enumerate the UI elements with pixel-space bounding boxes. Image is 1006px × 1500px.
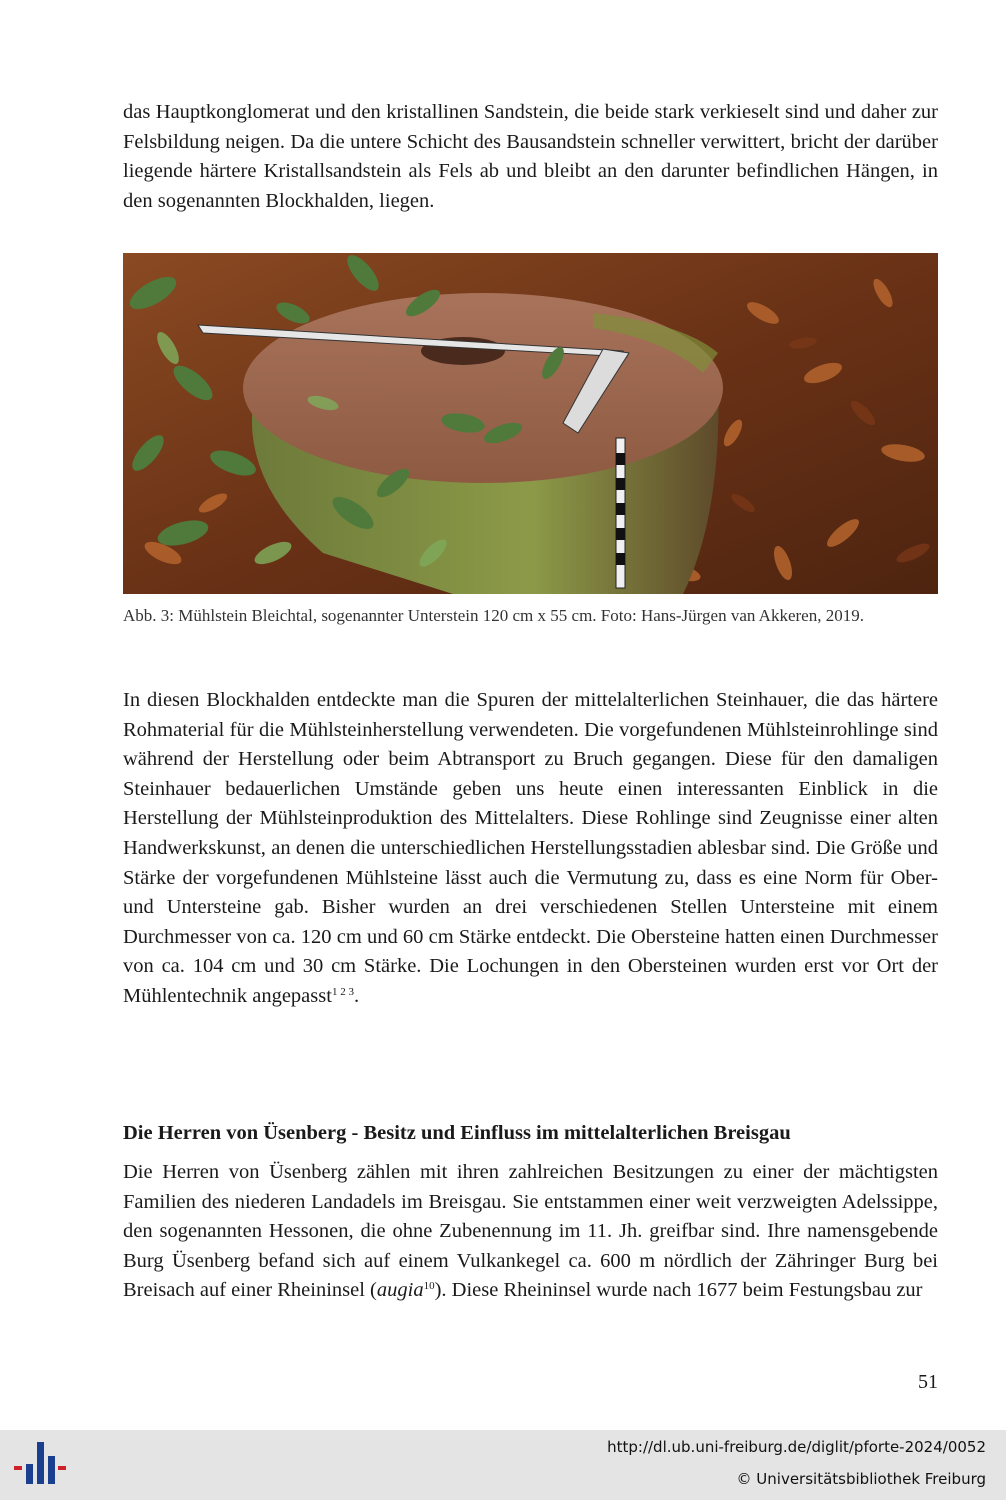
copyright-notice: © Universitätsbibliothek Freiburg — [736, 1470, 986, 1488]
footer-bar — [0, 1430, 1006, 1500]
paragraph-uesenberg — [123, 1158, 938, 1306]
footnote-refs: 1 2 3 — [331, 985, 354, 998]
footnote-ref: 10 — [423, 1280, 435, 1293]
section-heading: Die Herren von Üsenberg - Besitz und Einfluss im mittelalterlichen Breisgau — [123, 1122, 791, 1144]
page-number: 51 — [918, 1371, 938, 1393]
source-url-link[interactable]: http://dl.ub.uni-freiburg.de/diglit/pforte-2024/0052 — [607, 1438, 986, 1456]
paragraph-uesenberg-text-a: Die Herren von Üsenberg zählen mit ihren zahlreichen Besitzungen zu einer der mächtigsten Familien des niederen Landadels im Breisgau. Sie entstammen einer weit verzweigten Adelssippe, den sogenannten Hessonen, die ohne Zubenennung im 11. Jh. greifbar sind. Ihre namensgebende Burg Üsenberg befand sich auf einem Vulkankegel ca. 600 m nördlich der Zähringer Burg bei Breisach auf einer Rheininsel ( — [123, 1161, 938, 1302]
paragraph-blockhalden-end: . — [353, 984, 360, 1007]
figure-caption: Abb. 3: Mühlstein Bleichtal, sogenannter Unterstein 120 cm x 55 cm. Foto: Hans-Jürgen van Akkeren, 2019. — [123, 606, 864, 625]
paragraph-uesenberg-text-b: ). Diese Rheininsel wurde nach 1677 beim Festungsbau zur — [434, 1279, 923, 1302]
millstone-photo — [123, 253, 938, 594]
paragraph-blockhalden-text: In diesen Blockhalden entdeckte man die Spuren der mittelalterlichen Steinhauer, die das härtere Rohmaterial für die Mühlsteinherstellung verwendeten. Die vorgefundenen Mühlsteinrohlinge sind während der Herstellung oder beim Abtransport zu Bruch gegangen. Diese für den damaligen Steinhauer bedauerlichen Umstände geben uns heute einen interessanten Einblick in die Herstellung der Mühlsteinproduktion des Mittelalters. Diese Rohlinge sind Zeugnisse einer alten Handwerkskunst, an denen die unterschiedlichen Herstellungsstadien ablesbar sind. Die Größe und Stärke der vorgefundenen Mühlsteine lässt auch die Vermutung zu, dass es eine Norm für Ober- und Untersteine gab. Bisher wurden an drei verschiedenen Stellen Untersteine mit einem Durchmesser von ca. 120 cm und 60 cm Stärke entdeckt. Die Obersteine hatten einen Durchmesser von ca. 104 cm und 30 cm Stärke. Die Lochungen in den Obersteinen wurden erst vor Ort der Mühlentechnik angepasst — [123, 689, 938, 1007]
paragraph-intro: das Hauptkonglomerat und den kristallinen Sandstein, die beide stark verkieselt sind und daher zur Felsbildung neigen. Da die untere Schicht des Bausandstein schneller verwittert, bricht der darüber liegende härtere Kristallsandstein als Fels ab und bleibt an den darunter befindlichen Hängen, in den sogenannten Blockhalden, liegen. — [123, 101, 938, 212]
paragraph-blockhalden — [123, 686, 938, 1012]
library-logo-icon — [12, 1438, 66, 1492]
italic-term: augia — [376, 1279, 424, 1302]
